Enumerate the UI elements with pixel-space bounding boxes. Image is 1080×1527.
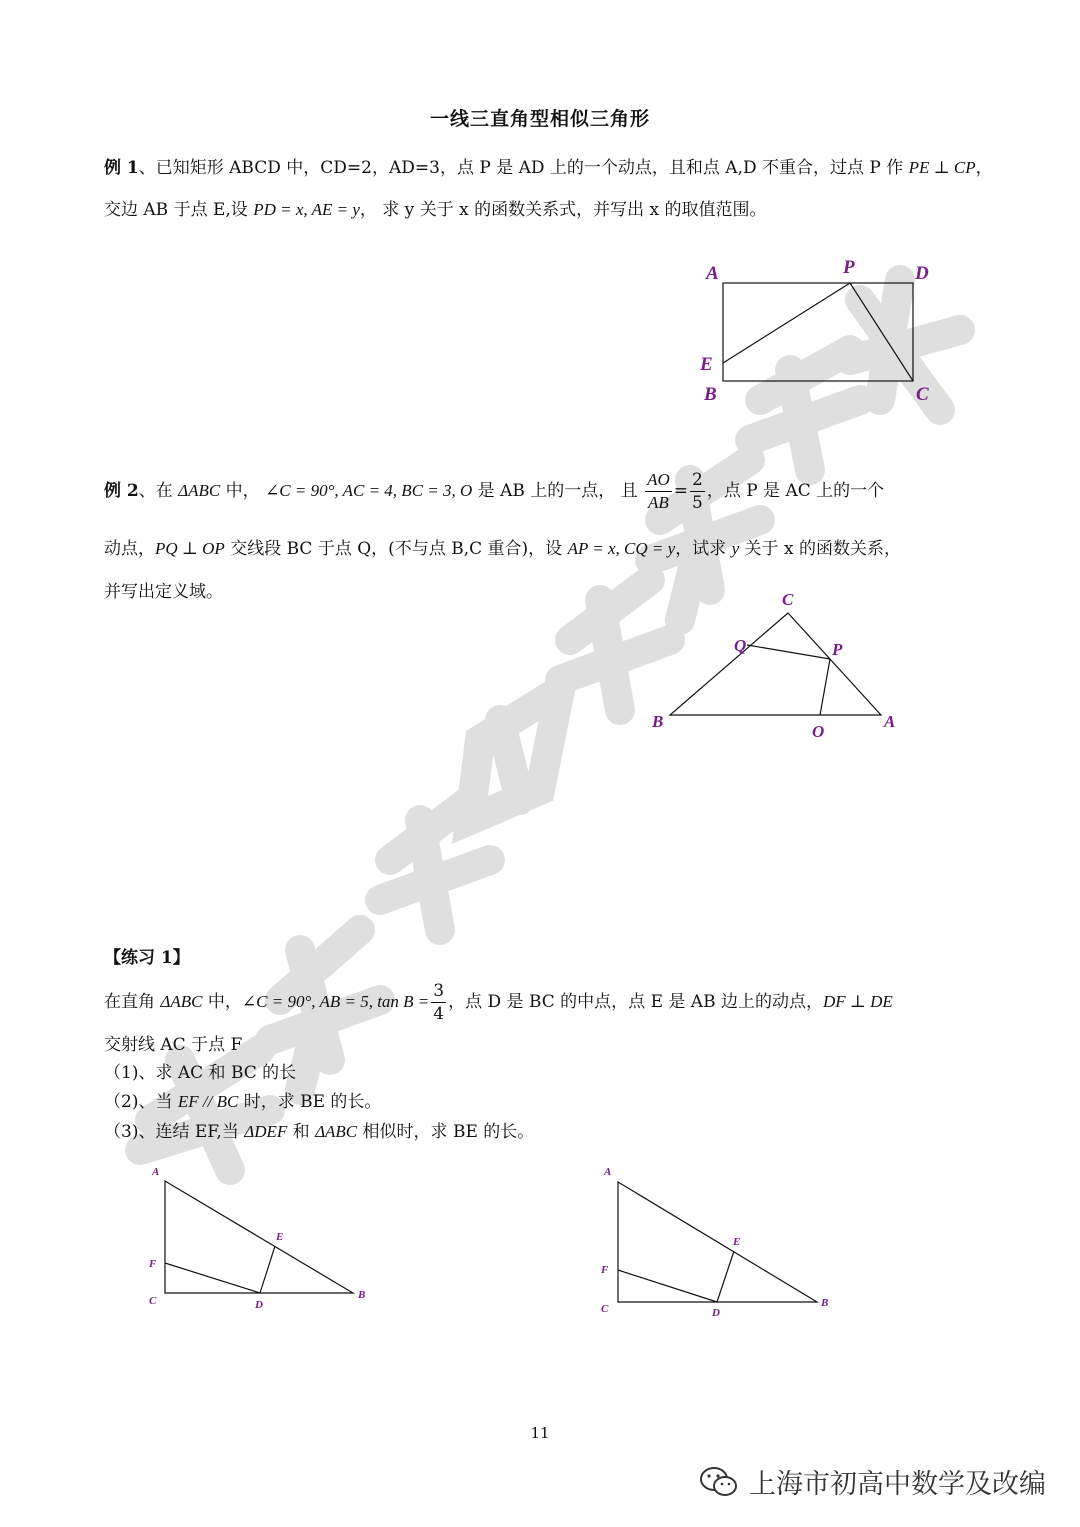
segment-po	[820, 659, 830, 715]
segment-de	[260, 1246, 275, 1293]
label-p: P	[832, 640, 843, 659]
label-a: A	[706, 263, 719, 284]
segment-ep	[723, 283, 850, 363]
segment-fd	[165, 1263, 260, 1293]
math: ∠C = 90°, AC = 4, BC = 3, O	[265, 481, 473, 500]
practice-line-1	[104, 979, 893, 1025]
example-2-line-2	[104, 537, 901, 561]
text: 和	[287, 1122, 316, 1142]
text: 相似时，求 BE 的长。	[357, 1122, 535, 1142]
segment-qp	[747, 645, 830, 659]
label-a: A	[152, 1166, 160, 1178]
text: 在直角	[104, 992, 161, 1012]
segment-pc	[850, 283, 913, 381]
example-1-line-1	[104, 156, 993, 180]
frac-den: 4	[433, 1004, 445, 1024]
practice-question-3	[104, 1120, 534, 1144]
example-1-line-2	[104, 198, 766, 222]
practice-header-text: 【练习 1】	[104, 948, 190, 968]
text: 是 AB 上的一点， 且	[472, 481, 644, 501]
text: （3)、连结 EF,当	[104, 1122, 245, 1142]
triangle-abc	[165, 1181, 353, 1293]
label-a: A	[884, 712, 896, 731]
text: 中，	[202, 992, 242, 1012]
rectangle-abcd	[723, 283, 913, 381]
frac-den: 5	[692, 493, 703, 513]
label-c: C	[149, 1295, 157, 1307]
label-b: B	[358, 1289, 366, 1301]
text: ，点 P 是 AC 上的一个	[706, 481, 885, 501]
label-a: A	[604, 1166, 612, 1178]
math: ΔABC	[315, 1122, 358, 1141]
math: ΔABC	[160, 992, 203, 1011]
text: ，	[975, 158, 993, 178]
wechat-icon	[699, 1465, 739, 1499]
example-1-label: 例 1	[104, 158, 139, 178]
segment-fd	[618, 1270, 717, 1302]
label-b: B	[652, 712, 664, 731]
brand-footer	[699, 1462, 1046, 1501]
practice-figure-right	[590, 1160, 840, 1320]
math: PD = x, AE = y	[253, 200, 360, 219]
text: 、在	[138, 481, 179, 501]
math: ΔABC	[178, 481, 221, 500]
math: ΔDEF	[244, 1122, 288, 1141]
text: 动点，	[104, 539, 155, 559]
triangle-abc	[670, 613, 881, 715]
practice-figure-left	[140, 1160, 380, 1320]
math: EF // BC	[177, 1092, 239, 1111]
example-2-label: 例 2	[104, 481, 139, 501]
text: （2)、当	[104, 1092, 178, 1112]
segment-de	[717, 1251, 734, 1302]
text: 交边 AB 于点 E,设	[104, 200, 254, 220]
text: 中，	[220, 481, 266, 501]
math: AP = x, CQ = y	[567, 539, 676, 558]
example-2-line-1	[104, 468, 884, 514]
label-b: B	[704, 384, 717, 405]
label-c: C	[782, 590, 794, 609]
label-e: E	[700, 354, 713, 375]
text: ， 求 y 关于 x 的函数关系式，并写出 x 的取值范围。	[359, 200, 767, 220]
practice-header	[104, 946, 190, 970]
fraction-3-4	[431, 980, 446, 1025]
label-f: F	[149, 1258, 157, 1270]
math: PQ ⊥ OP	[155, 539, 225, 558]
example-2-figure	[640, 585, 910, 745]
example-2-line-3: 并写出定义域。	[104, 582, 223, 602]
frac-den: AB	[648, 493, 669, 512]
label-c: C	[601, 1303, 609, 1315]
label-p: P	[843, 257, 855, 278]
practice-question-2	[104, 1090, 381, 1114]
label-f: F	[601, 1264, 609, 1276]
label-b: B	[821, 1297, 829, 1309]
fraction-2-5	[690, 469, 705, 514]
math: ∠C = 90°, AB = 5, tan B =	[241, 992, 430, 1011]
text: 、已知矩形 ABCD 中，CD=2，AD=3，点 P 是 AD 上的一个动点，且和点 A,D 不重合，过点 P 作	[138, 158, 909, 178]
practice-question-1: （1)、求 AC 和 BC 的长	[104, 1063, 297, 1083]
frac-num: 2	[692, 470, 703, 490]
math: DF ⊥ DE	[822, 992, 893, 1011]
text: ，点 D 是 BC 的中点，点 E 是 AB 边上的动点，	[448, 992, 823, 1012]
frac-num: AO	[645, 469, 672, 492]
practice-line-2: 交射线 AC 于点 F	[104, 1035, 243, 1055]
page-number: 11	[530, 1424, 550, 1442]
text: ，试求	[675, 539, 732, 559]
label-d: D	[712, 1307, 720, 1319]
text: 时，求 BE 的长。	[238, 1092, 382, 1112]
text: 交线段 BC 于点 Q，(不与点 B,C 重合)，设	[224, 539, 568, 559]
label-o: O	[812, 722, 825, 741]
label-d: D	[255, 1299, 263, 1311]
label-c: C	[916, 384, 929, 405]
equals: =	[673, 481, 688, 501]
math: y	[731, 539, 740, 558]
math: PE ⊥ CP	[908, 158, 976, 177]
brand-text: 上海市初高中数学及改编	[749, 1469, 1046, 1500]
frac-num: 3	[433, 981, 445, 1001]
example-1-figure	[690, 250, 950, 410]
label-q: Q	[734, 636, 747, 655]
text: 关于 x 的函数关系，	[739, 539, 901, 559]
triangle-abc	[618, 1182, 817, 1302]
fraction-ao-ab	[645, 469, 672, 514]
label-d: D	[915, 263, 929, 284]
label-e: E	[733, 1236, 741, 1248]
label-e: E	[276, 1231, 284, 1243]
page-title: 一线三直角型相似三角形	[429, 108, 650, 130]
